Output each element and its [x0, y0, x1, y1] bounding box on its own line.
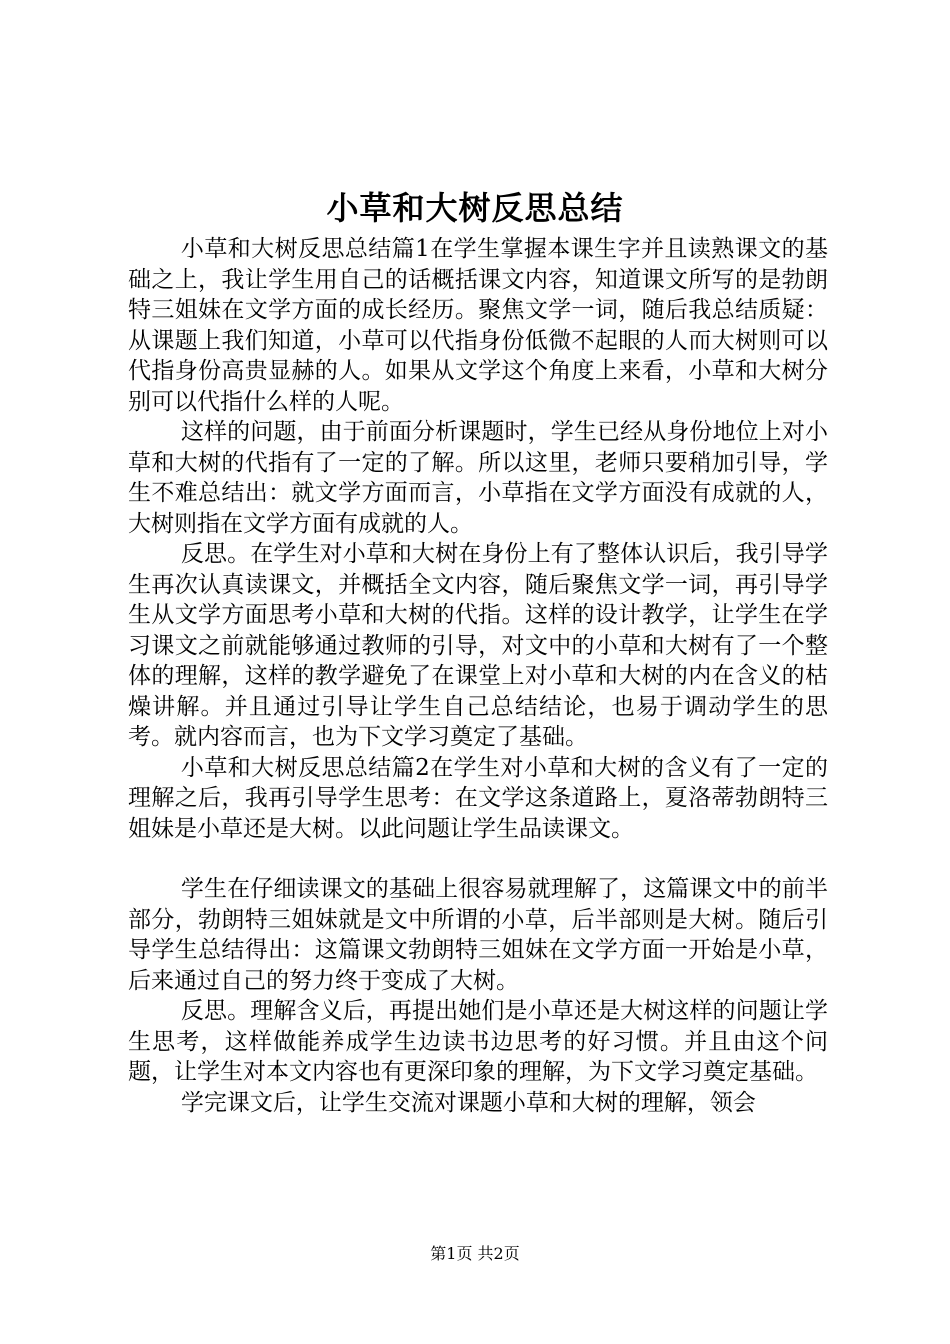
document-title: 小草和大树反思总结 — [326, 189, 624, 227]
paragraph-5: 学生在仔细读课文的基础上很容易就理解了，这篇课文中的前半部分，勃朗特三姐妹就是文中所谓的小草，后半部则是大树。随后引导学生总结得出：这篇课文勃朗特三姐妹在文学方面一开始是小草，后来通过自己的努力终于变成了大树。 — [128, 876, 828, 994]
paragraph-3: 反思。在学生对小草和大树在身份上有了整体认识后，我引导学生再次认真读课文，并概括全文内容，随后聚焦文学一词，再引导学生从文学方面思考小草和大树的代指。这样的设计教学，让学生在学习课文之前就能够通过教师的引导，对文中的小草和大树有了一个整体的理解，这样的教学避免了在课堂上对小草和大树的内在含义的枯燥讲解。并且通过引导让学生自己总结结论，也易于调动学生的思考。就内容而言，也为下文学习奠定了基础。 — [128, 541, 828, 750]
paragraph-1: 小草和大树反思总结篇1在学生掌握本课生字并且读熟课文的基础之上，我让学生用自己的话概括课文内容，知道课文所写的是勃朗特三姐妹在文学方面的成长经历。聚焦文学一词，随后我总结质疑：从课题上我们知道，小草可以代指身份低微不起眼的人而大树则可以代指身份高贵显赫的人。如果从文学这个角度上来看，小草和大树分别可以代指什么样的人呢。 — [128, 236, 828, 415]
paragraph-2: 这样的问题，由于前面分析课题时，学生已经从身份地位上对小草和大树的代指有了一定的了解。所以这里，老师只要稍加引导，学生不难总结出：就文学方面而言，小草指在文学方面没有成就的人，大树则指在文学方面有成就的人。 — [128, 419, 828, 537]
paragraph-6: 反思。理解含义后，再提出她们是小草还是大树这样的问题让学生思考，这样做能养成学生边读书边思考的好习惯。并且由这个问题，让学生对本文内容也有更深印象的理解，为下文学习奠定基础。 — [128, 998, 828, 1085]
document-body — [128, 234, 828, 1118]
page-number-footer: 第1页 共2页 — [430, 1244, 520, 1263]
paragraph-7: 学完课文后，让学生交流对课题小草和大树的理解，领会 — [180, 1089, 756, 1116]
paragraph-4: 小草和大树反思总结篇2在学生对小草和大树的含义有了一定的理解之后，我再引导学生思考：在文学这条道路上，夏洛蒂勃朗特三姐妹是小草还是大树。以此问题让学生品读课文。 — [128, 754, 828, 842]
